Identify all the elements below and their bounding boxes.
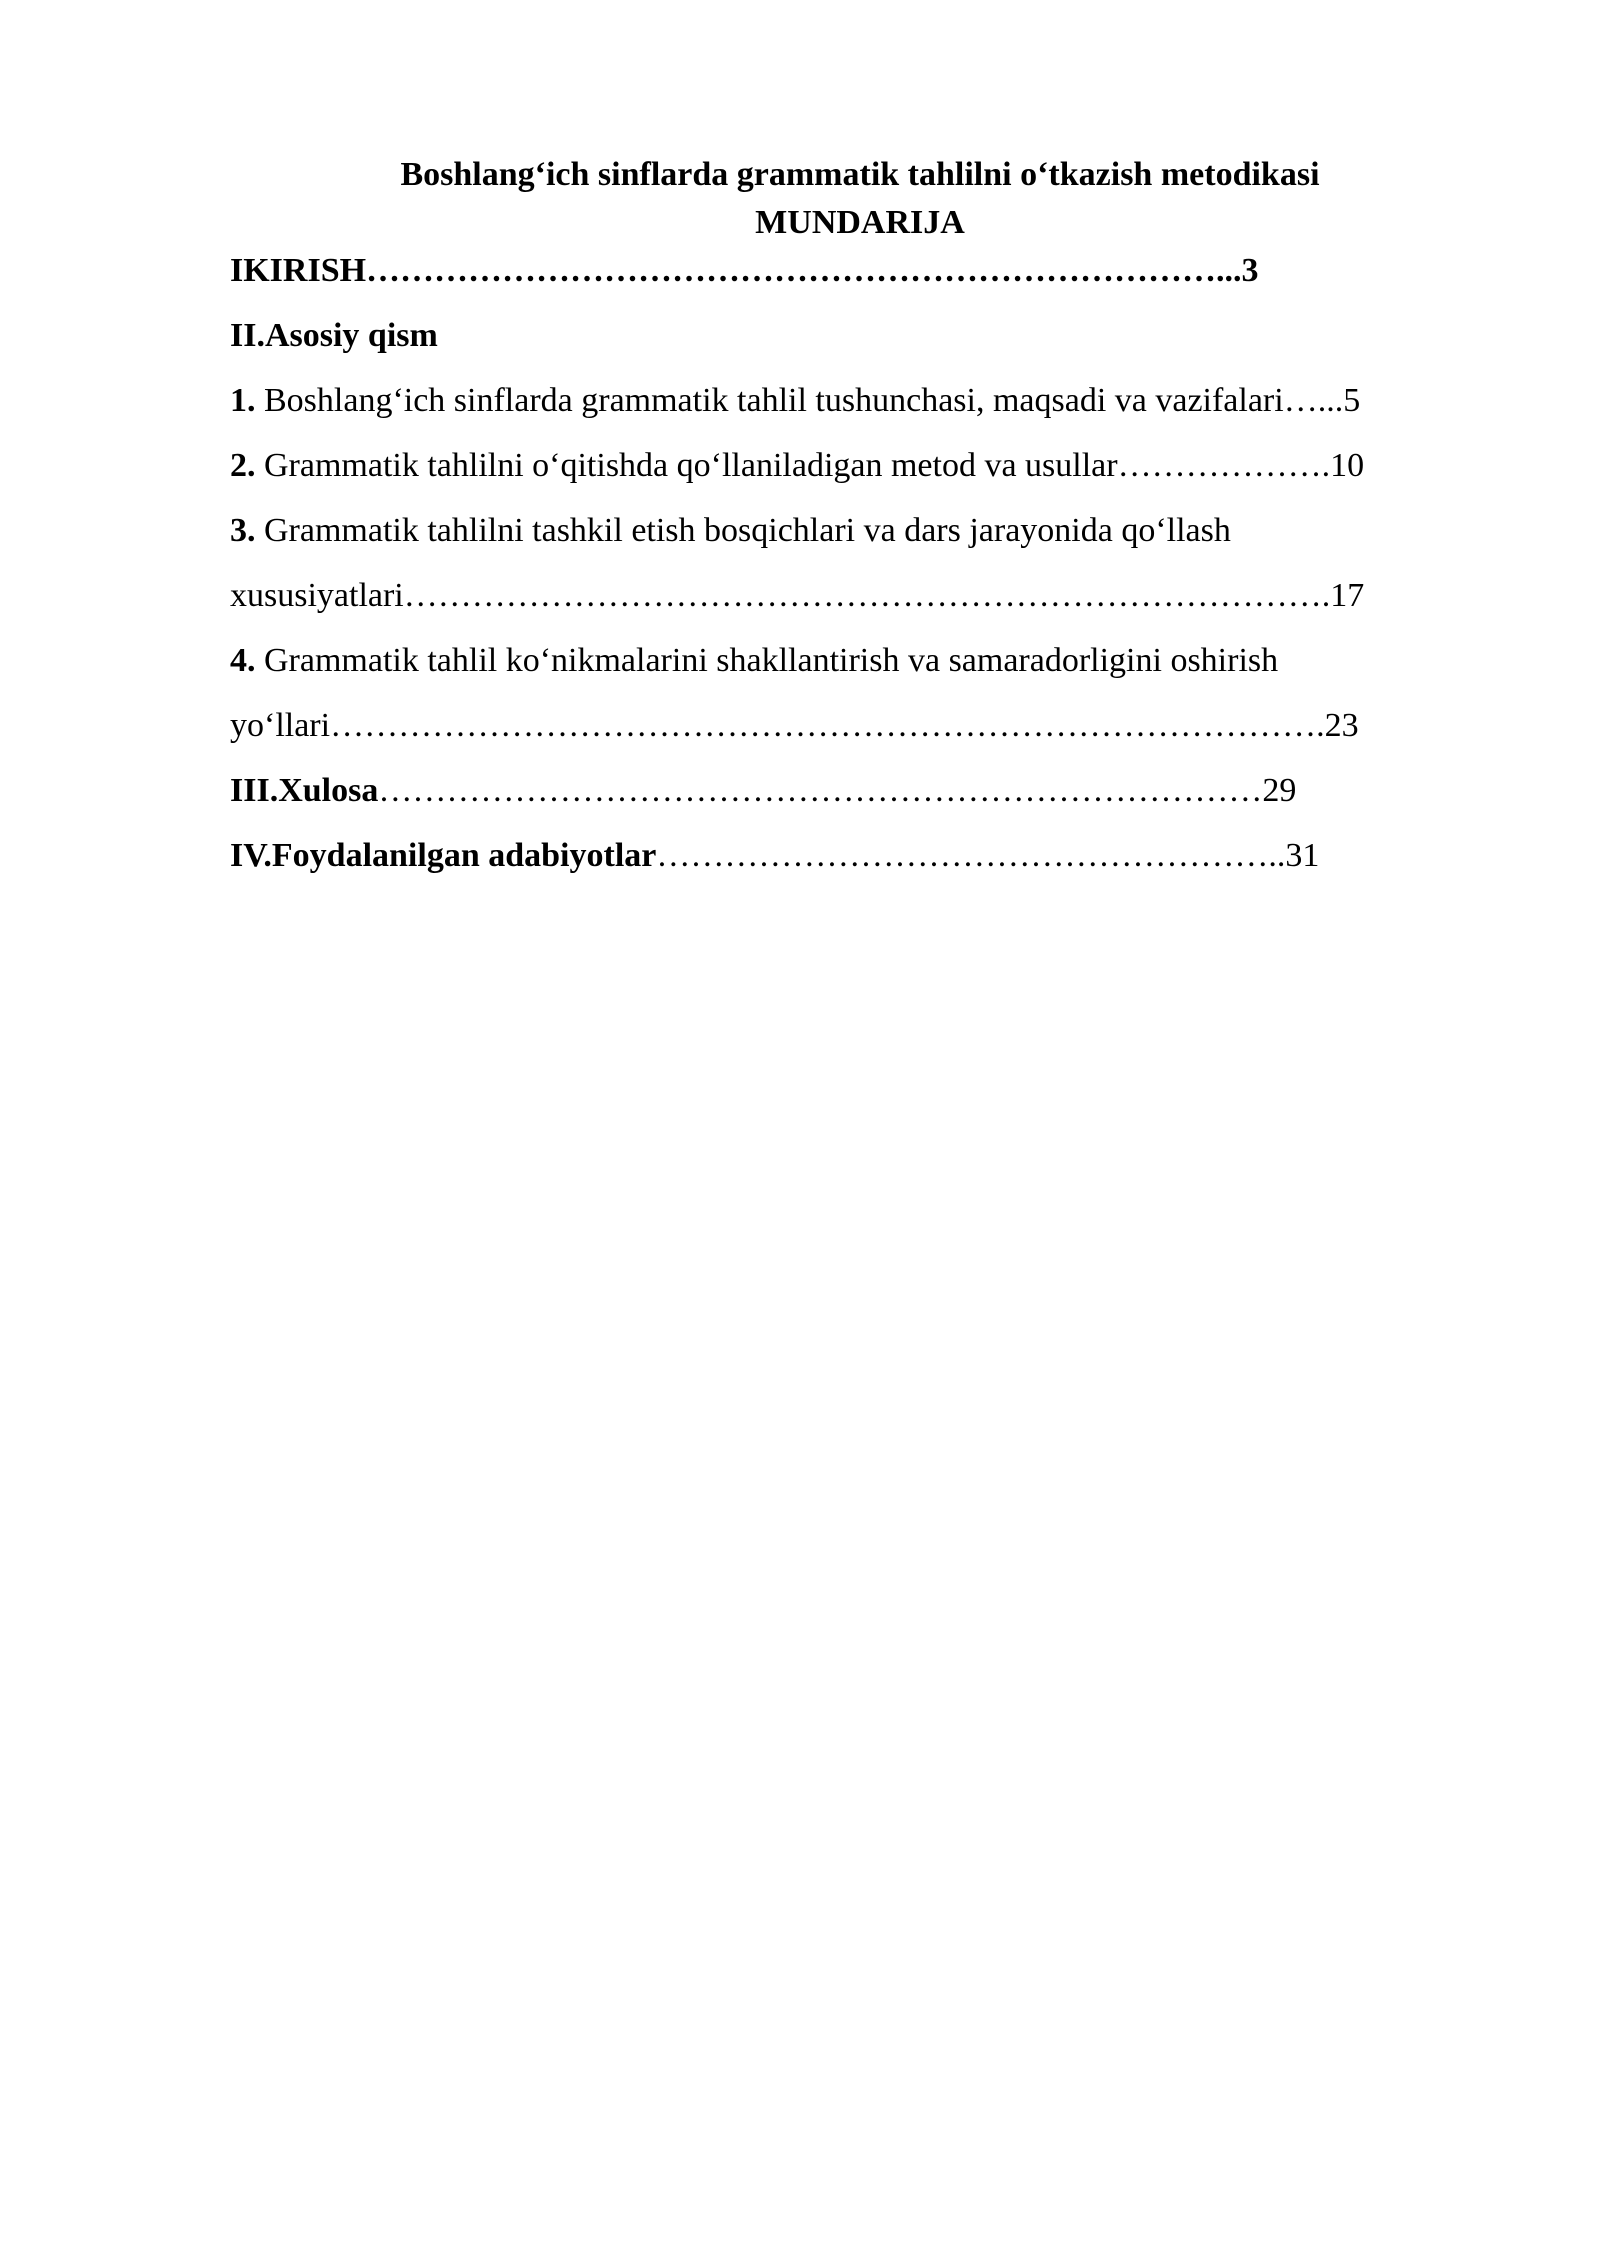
toc-entry-number: 2.: [230, 447, 256, 484]
toc-entry-text: Grammatik tahlilni o‘qitishda qo‘llaniladigan metod va usullar……………….10: [255, 447, 1365, 484]
toc-heading: MUNDARIJA: [755, 204, 965, 241]
toc-entry-4: [230, 638, 1278, 684]
toc-entry-conclusion: [230, 768, 1296, 814]
toc-entry-number: 1.: [230, 382, 256, 419]
toc-entry-leader: ……………………………………………………………………29: [378, 772, 1297, 809]
toc-entry-number: 3.: [230, 512, 256, 549]
toc-entry-label: III.Xulosa: [230, 772, 379, 809]
toc-entry-label: IV.Foydalanilgan adabiyotlar: [230, 837, 657, 874]
toc-entry-1: [230, 378, 1360, 424]
toc-entry-3-continued: xususiyatlari……………………………………………………………………….17: [230, 577, 1365, 614]
toc-entry-text: Grammatik tahlilni tashkil etish bosqichlari va dars jarayonida qo‘llash: [255, 512, 1231, 549]
toc-entry-text: Boshlang‘ich sinflarda grammatik tahlil tushunchasi, maqsadi va vazifalari…...5: [255, 382, 1361, 419]
toc-entry-3: [230, 508, 1231, 554]
toc-entry-leader: ………………………………………………..31: [656, 837, 1320, 874]
toc-entry-main-part: II.Asosiy qism: [230, 317, 438, 354]
toc-entry-references: [230, 833, 1319, 879]
toc-entry-2: [230, 443, 1364, 489]
toc-entry-4-continued: yo‘llari…………………………………………………………………………….23: [230, 707, 1359, 744]
document-title: Boshlang‘ich sinflarda grammatik tahlilni o‘tkazish metodikasi: [400, 156, 1320, 193]
toc-entry-number: 4.: [230, 642, 256, 679]
toc-entry-text: Grammatik tahlil ko‘nikmalarini shakllantirish va samaradorligini oshirish: [255, 642, 1279, 679]
toc-entry-introduction: IKIRISH…………………………………………………………………...3: [230, 252, 1259, 289]
